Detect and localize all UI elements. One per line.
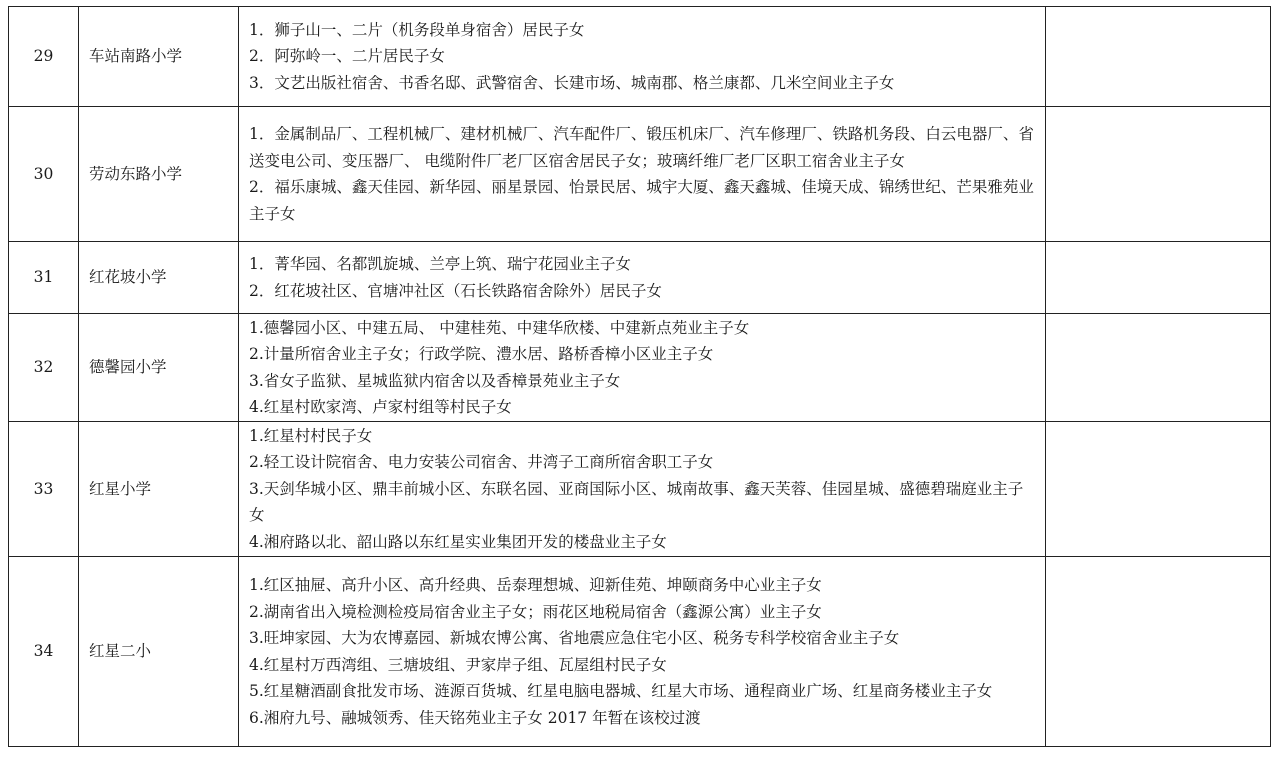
row-number: 33 xyxy=(9,422,79,557)
enrollment-areas xyxy=(239,422,1046,557)
area-item: 2．红花坡社区、官塘冲社区（石长铁路宿舍除外）居民子女 xyxy=(249,281,662,300)
area-item: 1.红区抽屉、高升小区、高升经典、岳泰理想城、迎新佳苑、坤颐商务中心业主子女 xyxy=(249,576,822,594)
enrollment-areas xyxy=(239,107,1046,242)
school-name: 红星二小 xyxy=(79,557,239,747)
table-row xyxy=(9,242,1271,314)
remarks-cell xyxy=(1046,7,1271,107)
area-item: 5.红星糖酒副食批发市场、涟源百货城、红星电脑电器城、红星大市场、通程商业广场、红星商务楼业主子女 xyxy=(249,682,993,700)
area-item: 2．阿弥岭一、二片居民子女 xyxy=(249,47,445,66)
area-item: 4.湘府路以北、韶山路以东红星实业集团开发的楼盘业主子女 xyxy=(249,532,667,551)
enrollment-areas xyxy=(239,7,1046,107)
enrollment-areas xyxy=(239,242,1046,314)
admissions-table xyxy=(8,6,1271,747)
school-name: 劳动东路小学 xyxy=(79,107,239,242)
row-number: 34 xyxy=(9,557,79,747)
area-item: 6.湘府九号、融城领秀、佳天铭苑业主子女 2017 年暂在该校过渡 xyxy=(249,708,701,727)
row-number: 30 xyxy=(9,107,79,242)
area-item: 1.红星村村民子女 xyxy=(249,426,373,445)
row-number: 31 xyxy=(9,242,79,314)
remarks-cell xyxy=(1046,314,1271,422)
area-item: 3.旺坤家园、大为农博嘉园、新城农博公寓、省地震应急住宅小区、税务专科学校宿舍业主子女 xyxy=(249,629,900,647)
school-name: 红星小学 xyxy=(79,422,239,557)
table-row xyxy=(9,7,1271,107)
school-name: 红花坡小学 xyxy=(79,242,239,314)
table-row xyxy=(9,422,1271,557)
row-number: 32 xyxy=(9,314,79,422)
enrollment-areas xyxy=(239,557,1046,747)
area-item: 1.德馨园小区、中建五局、 中建桂苑、中建华欣楼、中建新点苑业主子女 xyxy=(249,318,750,337)
area-item: 2.计量所宿舍业主子女；行政学院、澧水居、路桥香樟小区业主子女 xyxy=(249,345,714,363)
area-item: 1．金属制品厂、工程机械厂、建材机械厂、汽车配件厂、锻压机床厂、汽车修理厂、铁路机务段、白云电器厂、省送变电公司、变压器厂、 电缆附件厂老厂区宿舍居民子女；玻璃纤维厂老厂区职工宿舍业主子女 xyxy=(249,125,1034,170)
area-item: 4.红星村欧家湾、卢家村组等村民子女 xyxy=(249,398,512,416)
area-item: 1．狮子山一、二片（机务段单身宿舍）居民子女 xyxy=(249,20,585,39)
area-item: 2.湖南省出入境检测检疫局宿舍业主子女；雨花区地税局宿舍（鑫源公寓）业主子女 xyxy=(249,602,822,621)
remarks-cell xyxy=(1046,422,1271,557)
row-number: 29 xyxy=(9,7,79,107)
area-item: 3.省女子监狱、星城监狱内宿舍以及香樟景苑业主子女 xyxy=(249,371,621,390)
enrollment-areas xyxy=(239,314,1046,422)
school-name: 车站南路小学 xyxy=(79,7,239,107)
remarks-cell xyxy=(1046,557,1271,747)
table-row xyxy=(9,557,1271,747)
remarks-cell xyxy=(1046,242,1271,314)
table-row xyxy=(9,314,1271,422)
school-name: 德馨园小学 xyxy=(79,314,239,422)
area-item: 3.天剑华城小区、鼎丰前城小区、东联名园、亚商国际小区、城南故事、鑫天芙蓉、佳园星城、盛德碧瑞庭业主子女 xyxy=(249,479,1024,525)
area-item: 4.红星村万西湾组、三塘坡组、尹家岸子组、瓦屋组村民子女 xyxy=(249,655,667,674)
table-row xyxy=(9,107,1271,242)
area-item: 2.轻工设计院宿舍、电力安装公司宿舍、井湾子工商所宿舍职工子女 xyxy=(249,453,714,472)
area-item: 3．文艺出版社宿舍、书香名邸、武警宿舍、长建市场、城南郡、格兰康都、几米空间业主子女 xyxy=(249,73,895,92)
remarks-cell xyxy=(1046,107,1271,242)
area-item: 1．菁华园、名都凯旋城、兰亭上筑、瑞宁花园业主子女 xyxy=(249,255,631,273)
area-item: 2．福乐康城、鑫天佳园、新华园、丽星景园、怡景民居、城宇大厦、鑫天鑫城、佳境天成、锦绣世纪、芒果雅苑业主子女 xyxy=(249,178,1034,223)
